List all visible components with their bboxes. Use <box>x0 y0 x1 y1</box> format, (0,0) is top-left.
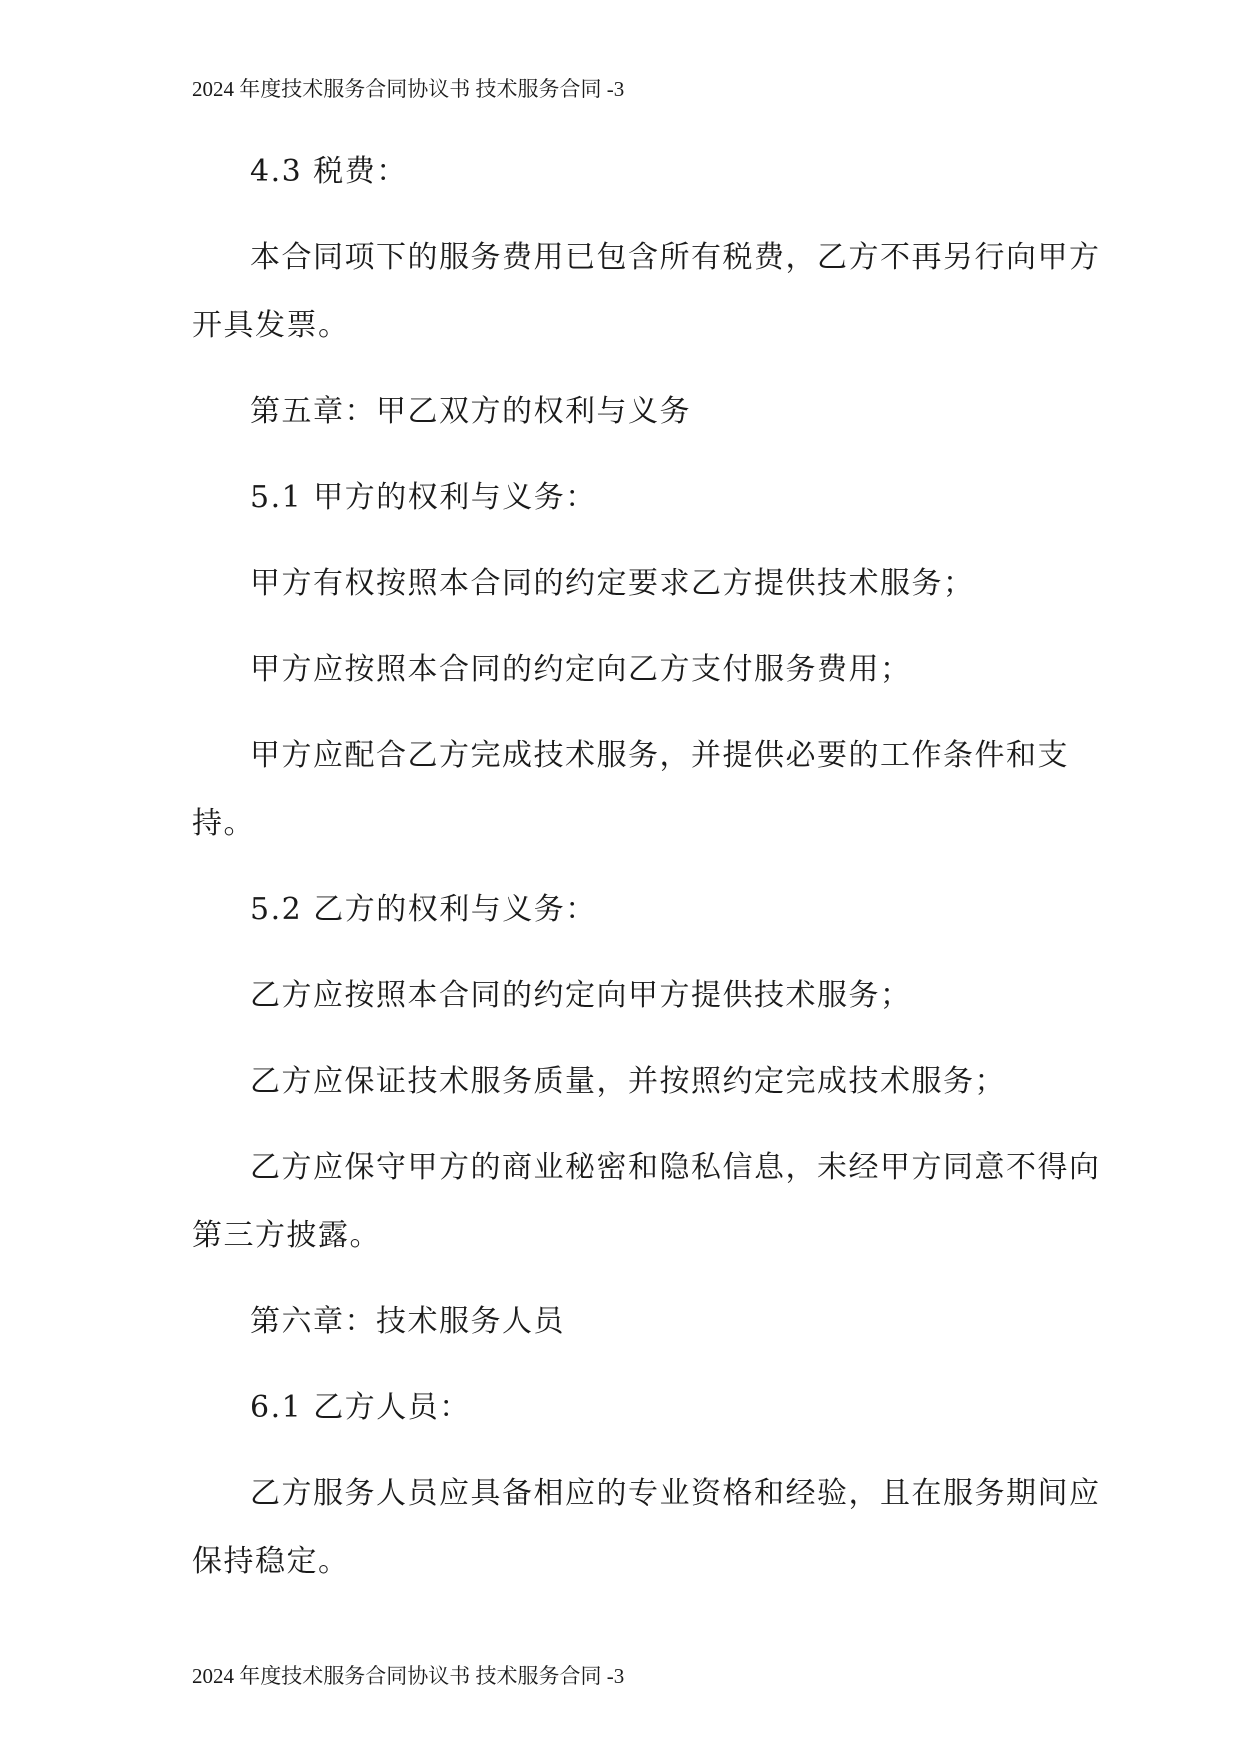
paragraph-line: 乙方服务人员应具备相应的专业资格和经验，且在服务期间应 <box>250 1476 1101 1511</box>
paragraph-line: 乙方应保守甲方的商业秘密和隐私信息，未经甲方同意不得向 <box>250 1150 1101 1185</box>
paragraph-line: 本合同项下的服务费用已包含所有税费，乙方不再另行向甲方 <box>250 240 1101 275</box>
paragraph-line: 持。 <box>192 806 255 841</box>
section-heading-5-1: 5.1 甲方的权利与义务： <box>250 480 597 515</box>
paragraph-line: 第三方披露。 <box>192 1218 381 1253</box>
paragraph-line: 乙方应保证技术服务质量，并按照约定完成技术服务； <box>250 1064 1006 1099</box>
chapter-heading-5: 第五章：甲乙双方的权利与义务 <box>250 394 691 429</box>
chapter-heading-6: 第六章：技术服务人员 <box>250 1304 565 1339</box>
paragraph-line: 开具发票。 <box>192 308 350 343</box>
paragraph-line: 乙方应按照本合同的约定向甲方提供技术服务； <box>250 978 912 1013</box>
section-heading-5-2: 5.2 乙方的权利与义务： <box>250 892 597 927</box>
section-heading-6-1: 6.1 乙方人员： <box>250 1390 471 1425</box>
paragraph-line: 甲方有权按照本合同的约定要求乙方提供技术服务； <box>250 566 975 601</box>
paragraph-line: 甲方应配合乙方完成技术服务，并提供必要的工作条件和支 <box>250 738 1069 773</box>
paragraph-line: 保持稳定。 <box>192 1544 350 1579</box>
document-body <box>192 0 1101 1753</box>
running-footer: 2024 年度技术服务合同协议书 技术服务合同 -3 <box>192 1664 625 1688</box>
paragraph-line: 甲方应按照本合同的约定向乙方支付服务费用； <box>250 652 912 687</box>
section-heading-4-3: 4.3 税费： <box>250 154 408 189</box>
running-header: 2024 年度技术服务合同协议书 技术服务合同 -3 <box>192 77 625 101</box>
